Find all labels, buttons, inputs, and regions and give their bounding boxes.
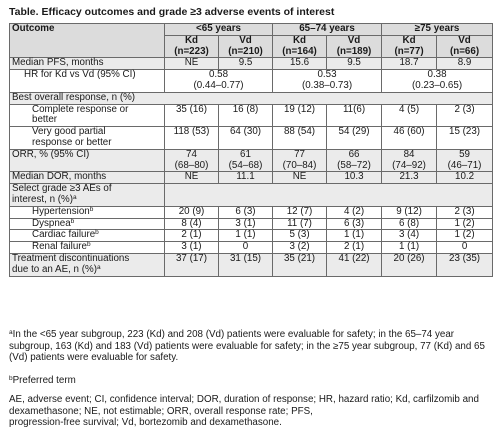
table-row-orr [10, 149, 493, 172]
cell-ci: (46–71) [447, 159, 482, 171]
row-label [10, 127, 165, 150]
cell-value: 77 [294, 148, 305, 160]
arm-label: Kd [184, 34, 199, 46]
cell-ci: (54–68) [228, 159, 263, 171]
abbreviations-line: progression-free survival; Vd, bortezomib and dexamethasone. [9, 417, 282, 429]
table-cell: 1 (2) [437, 218, 493, 230]
table-cell [273, 149, 327, 172]
cell-value: 0.38 [427, 69, 447, 81]
row-label [10, 253, 165, 276]
table-cell: 6 (3) [219, 206, 273, 218]
footnote-mark: b [9, 375, 13, 382]
table-row-cr [10, 104, 493, 127]
arm-label: Kd [292, 34, 307, 46]
table-cell: 1 (1) [327, 230, 382, 242]
row-label [10, 184, 165, 207]
table-cell: 12 (7) [273, 206, 327, 218]
header-arm-cell [165, 35, 219, 58]
table-cell [327, 149, 382, 172]
footnote-text: In the <65 year subgroup, 223 (Kd) and 208 (Vd) patients were evaluable for safety; in the 65–74 year subgroup, 163 (Kd) and 183 (Vd) patients were evaluable for safety; in the ≥75 year subgroup, 77 (Kd) and 65 (Vd) patients were evaluable for safety. [9, 329, 485, 364]
footnote-mark: a [9, 329, 13, 336]
table-cell: 2 (3) [437, 206, 493, 218]
table-row-dyspnea [10, 218, 493, 230]
table-cell: 3 (1) [165, 242, 219, 254]
footnote-text: Preferred term [12, 375, 76, 386]
arm-label: Vd [458, 34, 471, 46]
footnote-mark: b [70, 217, 75, 225]
table-row-vgpr [10, 127, 493, 150]
table-row-hr [10, 70, 493, 93]
table-cell: 11 (7) [273, 218, 327, 230]
table-cell: 21.3 [382, 172, 437, 184]
table-cell [437, 149, 493, 172]
table-cell: 10.3 [327, 172, 382, 184]
header-group-under65: <65 years [165, 24, 273, 36]
table-cell: 2 (3) [437, 104, 493, 127]
row-label [10, 218, 165, 230]
row-label [10, 206, 165, 218]
table-cell: 6 (8) [382, 218, 437, 230]
footnote-mark: a [96, 263, 101, 271]
table-cell: 41 (22) [327, 253, 382, 276]
table-cell: 18.7 [382, 58, 437, 70]
table-cell: 2 (1) [165, 230, 219, 242]
label-text: Renal failure [32, 241, 88, 253]
table-cell [165, 184, 493, 207]
efficacy-table [9, 23, 493, 277]
row-label: HR for Kd vs Vd (95% CI) [10, 70, 165, 93]
table-cell: NE [165, 58, 219, 70]
label-line: interest, n (%) [12, 193, 73, 205]
cell-value: 61 [240, 148, 251, 160]
table-cell: 19 (12) [273, 104, 327, 127]
header-arm-cell [327, 35, 382, 58]
table-cell: 0 [219, 242, 273, 254]
table-cell: 2 (1) [327, 242, 382, 254]
cell-value: 0.53 [317, 69, 337, 81]
table-cell [165, 70, 273, 93]
footnote-mark: b [95, 229, 99, 237]
table-cell: 8.9 [437, 58, 493, 70]
cell-value: 59 [459, 148, 470, 160]
arm-n: (n=210) [228, 45, 263, 57]
table-cell: 11(6) [327, 104, 382, 127]
header-arm-cell [437, 35, 493, 58]
table-cell: 8 (4) [165, 218, 219, 230]
cell-ci: (0.38–0.73) [301, 79, 353, 91]
label-line: better [32, 114, 58, 126]
row-label: Median DOR, months [10, 172, 165, 184]
table-cell: 9 (12) [382, 206, 437, 218]
table-cell: 31 (15) [219, 253, 273, 276]
table-cell: 5 (3) [273, 230, 327, 242]
table-title: Table. Efficacy outcomes and grade ≥3 adverse events of interest [9, 6, 335, 18]
table-cell: 3 (4) [382, 230, 437, 242]
table-cell: NE [165, 172, 219, 184]
cell-ci: (70–84) [282, 159, 317, 171]
table-cell: 9.5 [219, 58, 273, 70]
table-cell: 88 (54) [273, 127, 327, 150]
header-group-65to74: 65–74 years [273, 24, 382, 36]
footnote-b [9, 375, 493, 387]
table-cell: 23 (35) [437, 253, 493, 276]
arm-label: Kd [402, 34, 416, 46]
table-cell: 4 (2) [327, 206, 382, 218]
header-row-groups [10, 24, 493, 36]
cell-ci: (58–72) [337, 159, 371, 171]
label-line: response or better [32, 136, 112, 148]
arm-n: (n=77) [394, 45, 424, 57]
cell-value: 0.58 [208, 69, 229, 81]
table-cell: 35 (21) [273, 253, 327, 276]
label-line: Complete response or [32, 103, 129, 115]
table-cell [382, 149, 437, 172]
table-row-renal-failure [10, 242, 493, 254]
header-group-75plus: ≥75 years [382, 24, 493, 36]
table-cell: 4 (5) [382, 104, 437, 127]
cell-ci: (68–80) [174, 159, 209, 171]
table-cell [165, 149, 219, 172]
cell-ci: (74–92) [392, 159, 426, 171]
table-cell: 20 (26) [382, 253, 437, 276]
table-cell: NE [273, 172, 327, 184]
table-row-cardiac-failure [10, 230, 493, 242]
table-cell: 0 [437, 242, 493, 254]
cell-ci: (0.44–0.77) [193, 79, 244, 91]
table-cell: 35 (16) [165, 104, 219, 127]
table-cell: 10.2 [437, 172, 493, 184]
arm-label: Vd [239, 34, 252, 46]
row-label [10, 230, 165, 242]
table-cell: 15 (23) [437, 127, 493, 150]
arm-n: (n=164) [282, 45, 317, 57]
cell-value: 74 [186, 148, 197, 160]
label-line: due to an AE, n (%) [12, 263, 97, 275]
abbreviations [9, 394, 493, 429]
table-row-bor [10, 92, 493, 104]
table-cell: 37 (17) [165, 253, 219, 276]
row-label [10, 104, 165, 127]
cell-value: 66 [348, 148, 360, 160]
arm-n: (n=66) [449, 45, 480, 57]
row-label: ORR, % (95% CI) [10, 149, 165, 172]
header-outcome: Outcome [10, 24, 165, 58]
cell-value: 84 [403, 148, 415, 160]
abbreviations-line: AE, adverse event; CI, confidence interval; DOR, duration of response; HR, hazard ratio; Kd, carfilzomib and dexamethasone; NE, not estimable; ORR, overall response rate; PFS, [9, 394, 479, 417]
table-cell: 9.5 [327, 58, 382, 70]
table-cell: 3 (2) [273, 242, 327, 254]
table-cell [219, 149, 273, 172]
table-cell: 1 (2) [437, 230, 493, 242]
footnote-mark: b [89, 205, 94, 213]
arm-n: (n=189) [336, 45, 372, 57]
header-arm-cell [273, 35, 327, 58]
table-cell: 15.6 [273, 58, 327, 70]
table-row-discontinuations [10, 253, 493, 276]
table-cell: 118 (53) [165, 127, 219, 150]
cell-ci: (0.23–0.65) [411, 79, 463, 91]
label-text: Hypertension [32, 205, 90, 217]
table-row-hypertension [10, 206, 493, 218]
table-row-aes [10, 184, 493, 207]
label-line: Very good partial [32, 126, 106, 138]
table-cell: 11.1 [219, 172, 273, 184]
table-cell: 46 (60) [382, 127, 437, 150]
header-arm-cell [219, 35, 273, 58]
arm-label: Vd [347, 34, 361, 46]
label-text: Dyspnea [32, 217, 71, 229]
table-cell: 20 (9) [165, 206, 219, 218]
row-label: Best overall response, n (%) [10, 92, 493, 104]
table-cell: 16 (8) [219, 104, 273, 127]
row-label: Median PFS, months [10, 58, 165, 70]
table-cell: 1 (1) [382, 242, 437, 254]
label-line: Treatment discontinuations [12, 252, 130, 264]
label-text: Cardiac failure [32, 229, 96, 241]
footnote-mark: b [87, 241, 91, 249]
row-label [10, 242, 165, 254]
label-line: Select grade ≥3 AEs of [12, 183, 112, 195]
arm-n: (n=223) [174, 45, 209, 57]
table-cell: 6 (3) [327, 218, 382, 230]
table-cell: 54 (29) [327, 127, 382, 150]
table-row-dor [10, 172, 493, 184]
table-row-pfs [10, 58, 493, 70]
table-cell [273, 70, 382, 93]
table-cell: 3 (1) [219, 218, 273, 230]
footnote-mark: a [72, 193, 77, 201]
table-cell: 1 (1) [219, 230, 273, 242]
footnote-a [9, 329, 493, 364]
header-arm-cell [382, 35, 437, 58]
table-cell: 64 (30) [219, 127, 273, 150]
table-cell [382, 70, 493, 93]
